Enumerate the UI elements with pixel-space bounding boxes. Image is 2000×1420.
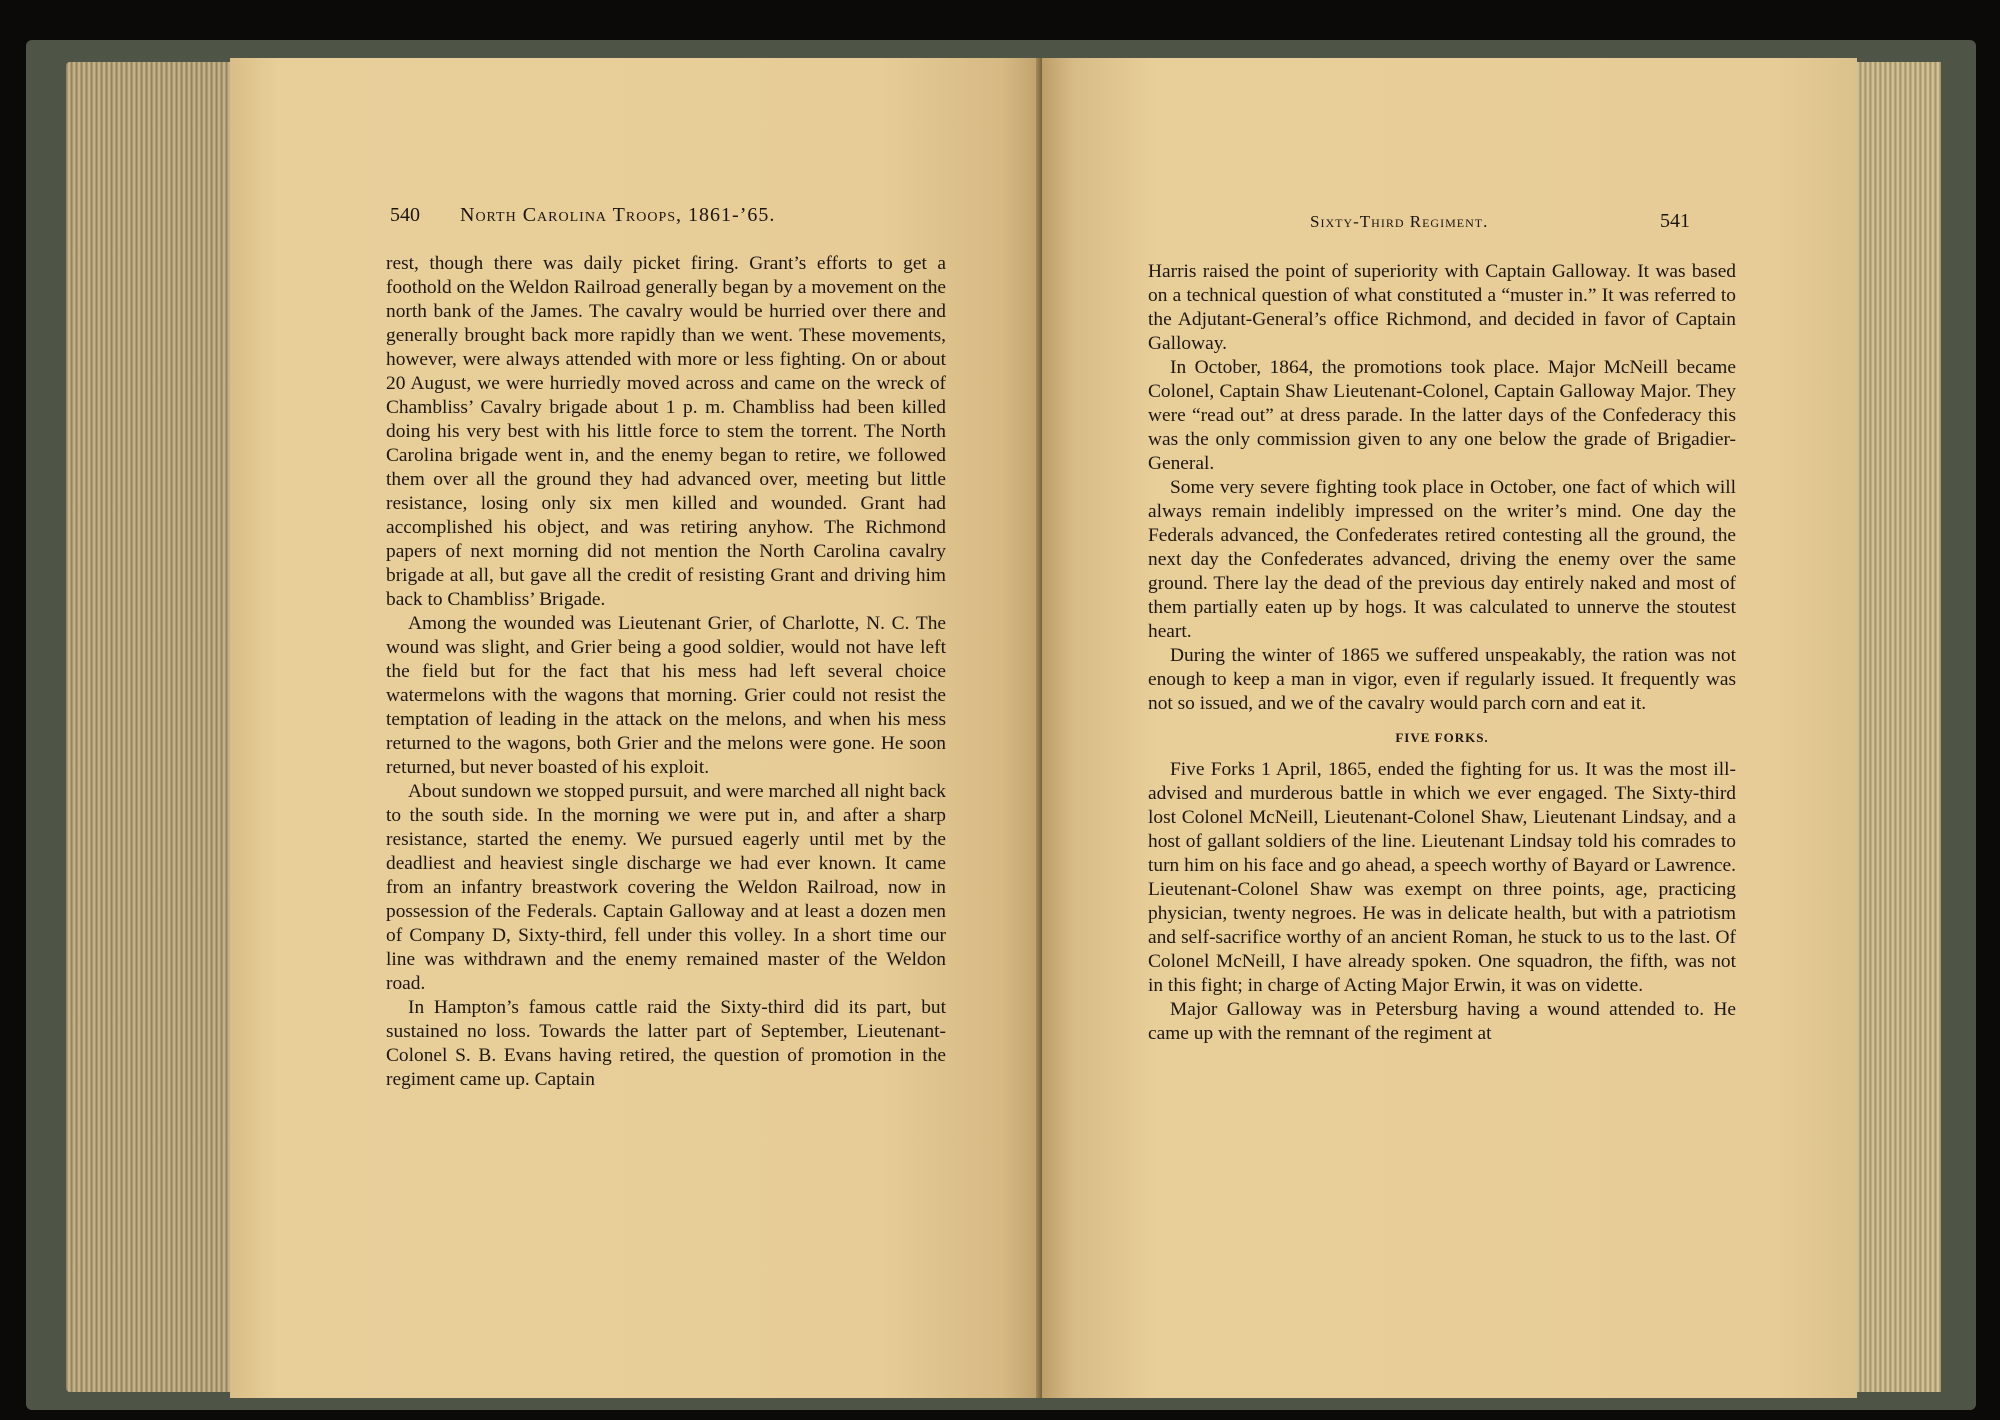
page-edges-left <box>66 62 236 1392</box>
left-running-head: North Carolina Troops, 1861-’65. <box>460 204 776 226</box>
left-page-number: 540 <box>390 204 420 226</box>
left-text-column <box>386 252 946 1092</box>
left-paragraph: rest, though there was daily picket firing. Grant’s efforts to get a foothold on the Weldon Railroad generally began by a movement on the north bank of the James. The cavalry would be hurried over there and generally brought back more rapidly than we went. These movements, however, were always attended with more or less fighting. On or about 20 August, we were hurriedly moved across and came on the wreck of Chambliss’ Cavalry brigade about 1 p. m. Chambliss had been killed doing his very best with his little force to stem the torrent. The North Carolina brigade went in, and the enemy began to retire, we followed them over all the ground they had advanced over, meeting but little resistance, losing only six men killed and wounded. Grant had accomplished his object, and was retiring anyhow. The Richmond papers of next morning did not mention the North Carolina cavalry brigade at all, but gave all the credit of resisting Grant and driving him back to Chambliss’ Brigade. <box>386 253 946 610</box>
right-paragraph: During the winter of 1865 we suffered unspeakably, the ration was not enough to keep a man in vigor, even if regularly issued. It frequently was not so issued, and we of the cavalry would parch corn and eat it. <box>1148 645 1736 714</box>
right-paragraph: Some very severe fighting took place in October, one fact of which will always remain indelibly impressed on the writer’s mind. One day the Federals advanced, the Confederates retired contesting all the ground, the next day the Confederates advanced, driving the enemy over the same ground. There lay the dead of the previous day entirely naked and most of them partially eaten up by hogs. It was calculated to unnerve the stoutest heart. <box>1148 477 1736 642</box>
right-text-column <box>1148 260 1736 1046</box>
section-heading: FIVE FORKS. <box>1395 730 1489 745</box>
left-paragraph: In Hampton’s famous cattle raid the Sixty-third did its part, but sustained no loss. Towards the latter part of September, Lieutenant-Colonel S. B. Evans having retired, the question of promotion in the regiment came up. Captain <box>386 997 946 1090</box>
left-paragraph: About sundown we stopped pursuit, and were marched all night back to the south side. In the morning we were put in, and after a sharp resistance, started the enemy. We pursued eagerly until met by the deadliest and heaviest single discharge we had ever known. It came from an infantry breastwork covering the Weldon Railroad, now in possession of the Federals. Captain Galloway and at least a dozen men of Company D, Sixty-third, fell under this volley. In a short time our line was withdrawn and the enemy remained master of the Weldon road. <box>386 781 946 994</box>
right-page <box>1042 58 1857 1398</box>
left-paragraph: Among the wounded was Lieutenant Grier, of Charlotte, N. C. The wound was slight, and Grier being a good soldier, would not have left the field but for the fact that his mess had left several choice watermelons with the wagons that morning. Grier could not resist the temptation of leading in the attack on the melons, and when his mess returned to the wagons, both Grier and the melons were gone. He soon returned, but never boasted of his exploit. <box>386 613 946 778</box>
page-edges-right <box>1855 62 1941 1392</box>
right-page-header <box>1310 210 1488 233</box>
right-paragraph: Major Galloway was in Petersburg having a wound attended to. He came up with the remnant of the regiment at <box>1148 999 1736 1044</box>
right-page-number: 541 <box>1660 210 1690 232</box>
left-page <box>230 58 1042 1398</box>
right-paragraph: Five Forks 1 April, 1865, ended the fighting for us. It was the most ill-advised and murderous battle in which we ever engaged. The Sixty-third lost Colonel McNeill, Lieutenant-Colonel Shaw, Lieutenant Lindsay, and a host of gallant soldiers of the line. Lieutenant Lindsay told his comrades to turn him on his face and go ahead, a speech worthy of Bayard or Lawrence. Lieutenant-Colonel Shaw was exempt on three points, age, practicing physician, twenty negroes. He was in delicate health, but with a patriotism and self-sacrifice worthy of an ancient Roman, he stuck to us to the last. Of Colonel McNeill, I have already spoken. One squadron, the fifth, was not in this fight; in charge of Acting Major Erwin, it was on vidette. <box>1148 759 1736 996</box>
right-paragraph: In October, 1864, the promotions took place. Major McNeill became Colonel, Captain Shaw Lieutenant-Colonel, Captain Galloway Major. They were “read out” at dress parade. In the latter days of the Confederacy this was the only commission given to any one below the grade of Brigadier-General. <box>1148 357 1736 474</box>
right-paragraph: Harris raised the point of superiority with Captain Galloway. It was based on a technical question of what constituted a “muster in.” It was referred to the Adjutant-General’s office Richmond, and decided in favor of Captain Galloway. <box>1148 261 1736 354</box>
right-running-head: Sixty-Third Regiment. <box>1310 212 1489 231</box>
left-page-header <box>390 204 775 227</box>
